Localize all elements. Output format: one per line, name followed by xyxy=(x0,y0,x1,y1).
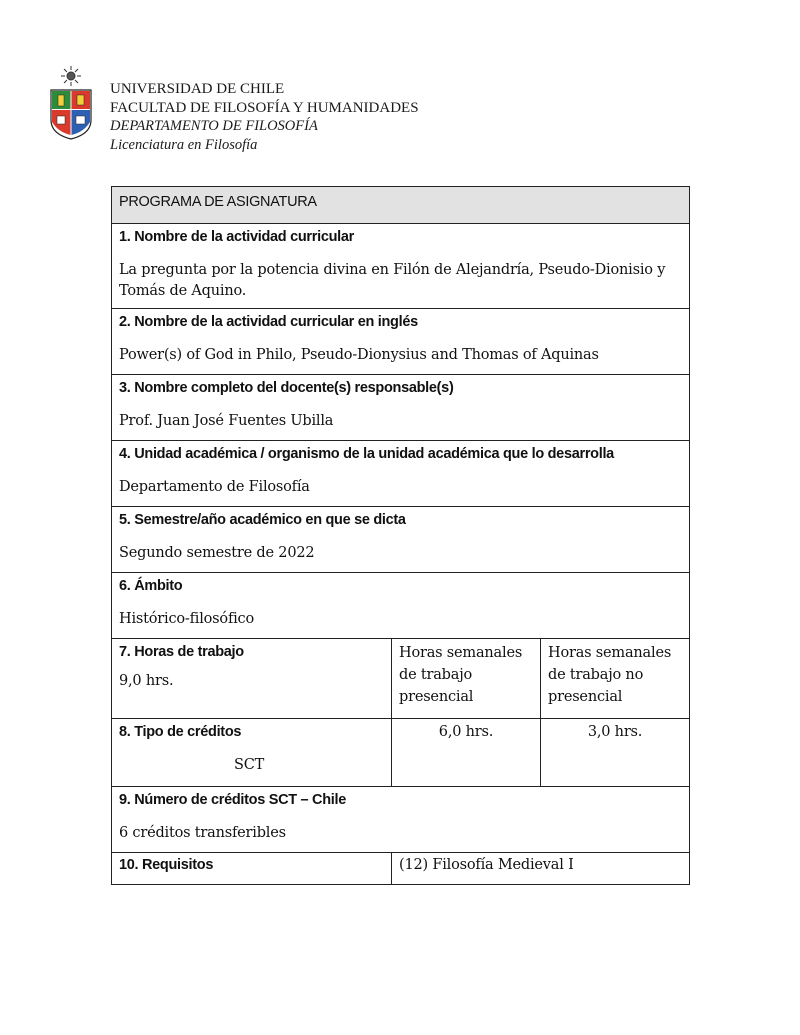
presencial-hours-cell xyxy=(392,719,541,787)
program-name: Licenciatura en Filosofía xyxy=(110,136,258,153)
row-course-name xyxy=(112,224,690,309)
presencial-header-cell xyxy=(392,639,541,719)
course-name-value: La pregunta por la potencia divina en Filón de Alejandría, Pseudo-Dionisio y Tomás de Aquino. xyxy=(119,262,666,299)
row-requirements xyxy=(112,853,690,885)
course-name-english-value: Power(s) of God in Philo, Pseudo-Dionysius and Thomas of Aquinas xyxy=(119,347,599,363)
row-scope xyxy=(112,573,690,639)
scope-value: Histórico-filosófico xyxy=(119,611,254,627)
academic-unit-label: 4. Unidad académica / organismo de la unidad académica que lo desarrolla xyxy=(119,446,614,462)
row-course-name-english xyxy=(112,309,690,375)
row-instructor xyxy=(112,375,690,441)
university-crest-logo xyxy=(48,64,94,140)
table-header-row xyxy=(112,187,690,224)
row-semester xyxy=(112,507,690,573)
institution-header xyxy=(110,80,419,154)
requirements-value-cell xyxy=(392,853,690,885)
no-presencial-header: Horas semanales de trabajo no presencial xyxy=(548,645,672,705)
instructor-value: Prof. Juan José Fuentes Ubilla xyxy=(119,413,334,429)
semester-label: 5. Semestre/año académico en que se dicta xyxy=(119,512,406,528)
course-program-table xyxy=(111,186,690,885)
presencial-header: Horas semanales de trabajo presencial xyxy=(399,645,523,705)
no-presencial-hours-cell xyxy=(541,719,690,787)
course-name-english-label: 2. Nombre de la actividad curricular en inglés xyxy=(119,314,418,330)
row-credit-type xyxy=(112,719,690,787)
academic-unit-value: Departamento de Filosofía xyxy=(119,479,310,495)
university-name: UNIVERSIDAD DE CHILE xyxy=(110,81,285,97)
credit-type-cell xyxy=(112,719,392,787)
credit-type-value: SCT xyxy=(234,757,265,773)
no-presencial-hours-value: 3,0 hrs. xyxy=(587,724,643,740)
scope-label: 6. Ámbito xyxy=(119,578,183,594)
semester-value: Segundo semestre de 2022 xyxy=(119,545,315,561)
table-title-cell xyxy=(112,187,690,224)
table-title: PROGRAMA DE ASIGNATURA xyxy=(119,194,317,210)
credits-number-value: 6 créditos transferibles xyxy=(119,825,286,841)
row-credits-number xyxy=(112,787,690,853)
faculty-name: FACULTAD DE FILOSOFÍA Y HUMANIDADES xyxy=(110,99,419,116)
course-name-english-cell xyxy=(112,309,690,375)
presencial-hours-value: 6,0 hrs. xyxy=(438,724,494,740)
row-academic-unit xyxy=(112,441,690,507)
semester-cell xyxy=(112,507,690,573)
instructor-cell xyxy=(112,375,690,441)
requirements-value: (12) Filosofía Medieval I xyxy=(399,857,574,873)
instructor-label: 3. Nombre completo del docente(s) responsable(s) xyxy=(119,380,454,396)
no-presencial-header-cell xyxy=(541,639,690,719)
requirements-label: 10. Requisitos xyxy=(119,857,214,873)
credit-type-label: 8. Tipo de créditos xyxy=(119,724,242,740)
academic-unit-cell xyxy=(112,441,690,507)
credits-number-cell xyxy=(112,787,690,853)
scope-cell xyxy=(112,573,690,639)
work-hours-value: 9,0 hrs. xyxy=(119,673,174,689)
row-work-hours xyxy=(112,639,690,719)
course-name-label: 1. Nombre de la actividad curricular xyxy=(119,229,354,245)
credits-number-label: 9. Número de créditos SCT – Chile xyxy=(119,792,346,808)
work-hours-cell xyxy=(112,639,392,719)
work-hours-label: 7. Horas de trabajo xyxy=(119,644,244,660)
requirements-label-cell xyxy=(112,853,392,885)
course-name-cell xyxy=(112,224,690,309)
department-name: DEPARTAMENTO DE FILOSOFÍA xyxy=(110,118,318,134)
